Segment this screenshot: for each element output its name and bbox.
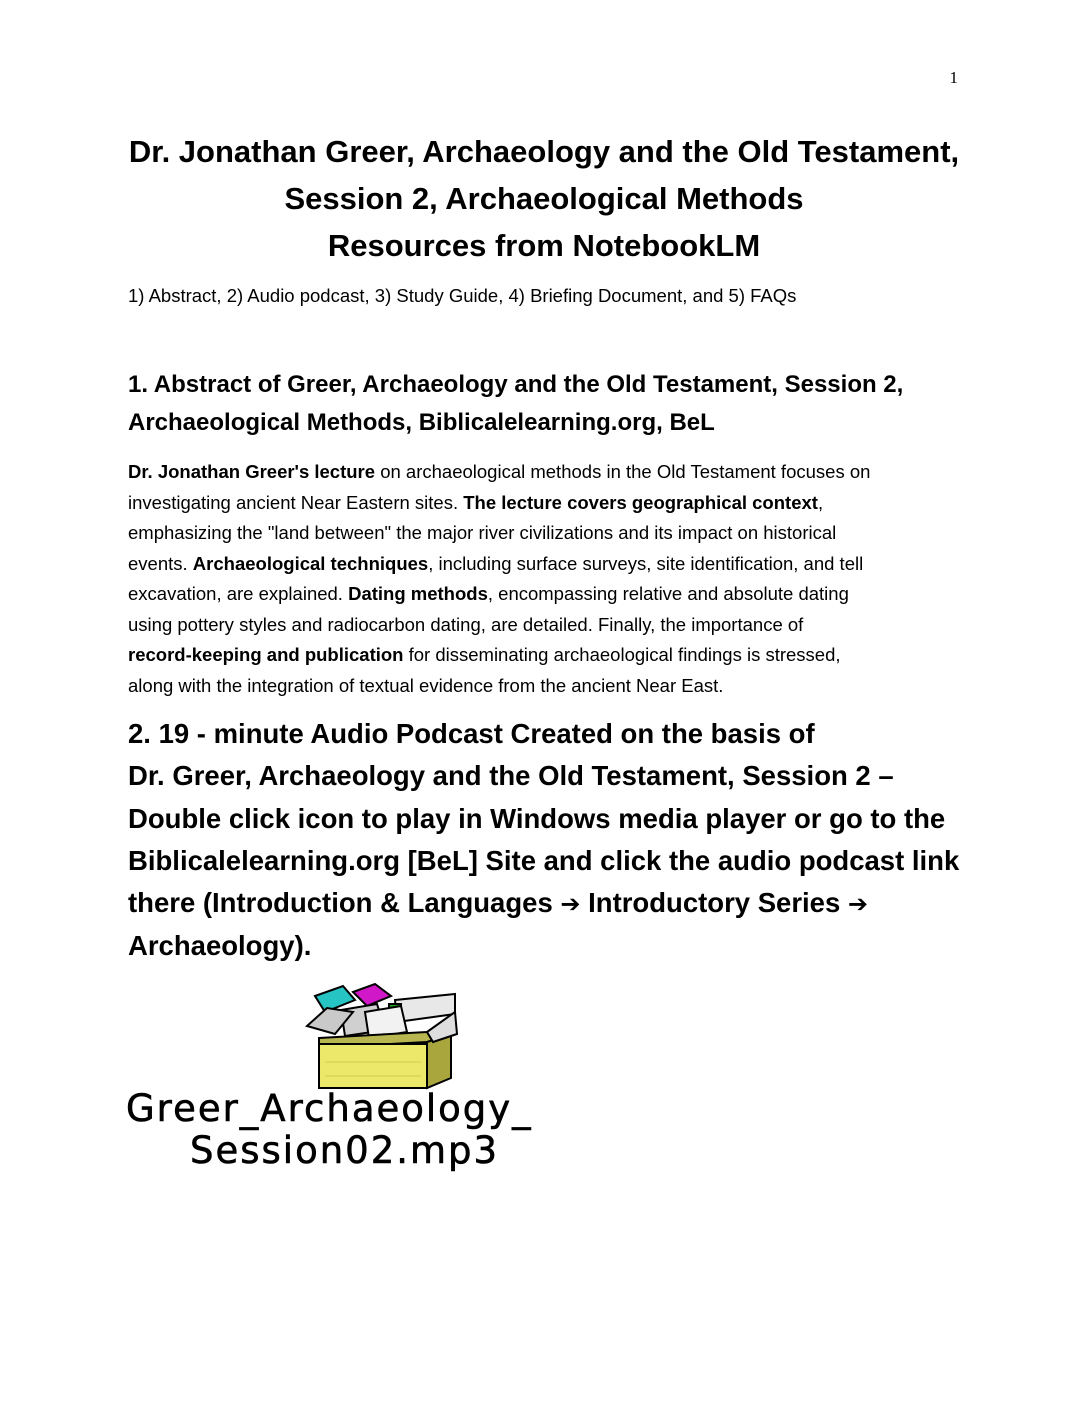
title-line-1: Dr. Jonathan Greer, Archaeology and the Old Testament, xyxy=(128,134,960,169)
emphasis: Dr. Jonathan Greer's lecture xyxy=(128,461,376,482)
text: for disseminating archaeological findings is stressed, xyxy=(403,644,841,665)
emphasis: Dating methods xyxy=(348,583,488,604)
text: , xyxy=(817,491,824,513)
text: , encompassing relative and absolute dating xyxy=(487,583,849,604)
file-name-line-1: Greer_Archaeology_ xyxy=(126,1087,533,1130)
right-arrow-icon: ➔ xyxy=(560,890,581,919)
abstract-body xyxy=(128,457,968,701)
title-line-3: Resources from NotebookLM xyxy=(327,228,761,263)
text: Introductory Series xyxy=(580,887,848,919)
abstract-line xyxy=(128,610,968,641)
podcast-heading xyxy=(128,713,988,968)
podcast-line: Archaeology). xyxy=(128,930,312,962)
podcast-line xyxy=(128,882,988,925)
abstract-line xyxy=(128,579,968,610)
document-title xyxy=(100,128,988,269)
text: emphasizing the "land between" the major river civilizations and its impact on historical xyxy=(128,522,837,543)
podcast-line: 2. 19 - minute Audio Podcast Created on the basis of xyxy=(128,718,815,749)
abstract-line xyxy=(128,671,968,702)
text: events. xyxy=(128,552,193,574)
title-line-2: Session 2, Archaeological Methods xyxy=(284,181,804,216)
page-number: 1 xyxy=(949,68,958,87)
abstract-heading: 1. Abstract of Greer, Archaeology and the Old Testament, Session 2, Archaeological Methods, Biblicalelearning.org, BeL xyxy=(128,371,904,436)
contents-line: 1) Abstract, 2) Audio podcast, 3) Study Guide, 4) Briefing Document, and 5) FAQs xyxy=(128,285,797,306)
text: , including surface surveys, site identification, and tell xyxy=(428,552,864,574)
text: using pottery styles and radiocarbon dating, are detailed. Finally, the importance of xyxy=(128,613,804,635)
text: excavation, are explained. xyxy=(128,583,349,604)
text: there (Introduction & Languages xyxy=(128,887,561,919)
abstract-line xyxy=(128,549,968,580)
podcast-line: Biblicalelearning.org [BeL] Site and click the audio podcast link xyxy=(128,844,960,876)
text: investigating ancient Near Eastern sites. xyxy=(128,491,464,513)
text: on archaeological methods in the Old Testament focuses on xyxy=(375,461,871,482)
emphasis: Archaeological techniques xyxy=(192,552,429,574)
text: along with the integration of textual evidence from the ancient Near East. xyxy=(128,674,724,696)
podcast-line: Dr. Greer, Archaeology and the Old Testament, Session 2 – xyxy=(128,760,894,792)
file-name-line-2: Session02.mp3 xyxy=(190,1129,500,1172)
abstract-line xyxy=(128,518,968,549)
right-arrow-icon: ➔ xyxy=(847,890,869,919)
abstract-line xyxy=(128,640,968,671)
podcast-line: Double click icon to play in Windows media player or go to the xyxy=(128,802,946,834)
package-icon[interactable] xyxy=(305,982,460,1090)
abstract-line xyxy=(128,457,968,488)
attachment-file-label[interactable] xyxy=(126,1088,646,1172)
emphasis: record-keeping and publication xyxy=(128,644,404,665)
emphasis: The lecture covers geographical context xyxy=(463,491,818,513)
abstract-line xyxy=(128,488,968,519)
